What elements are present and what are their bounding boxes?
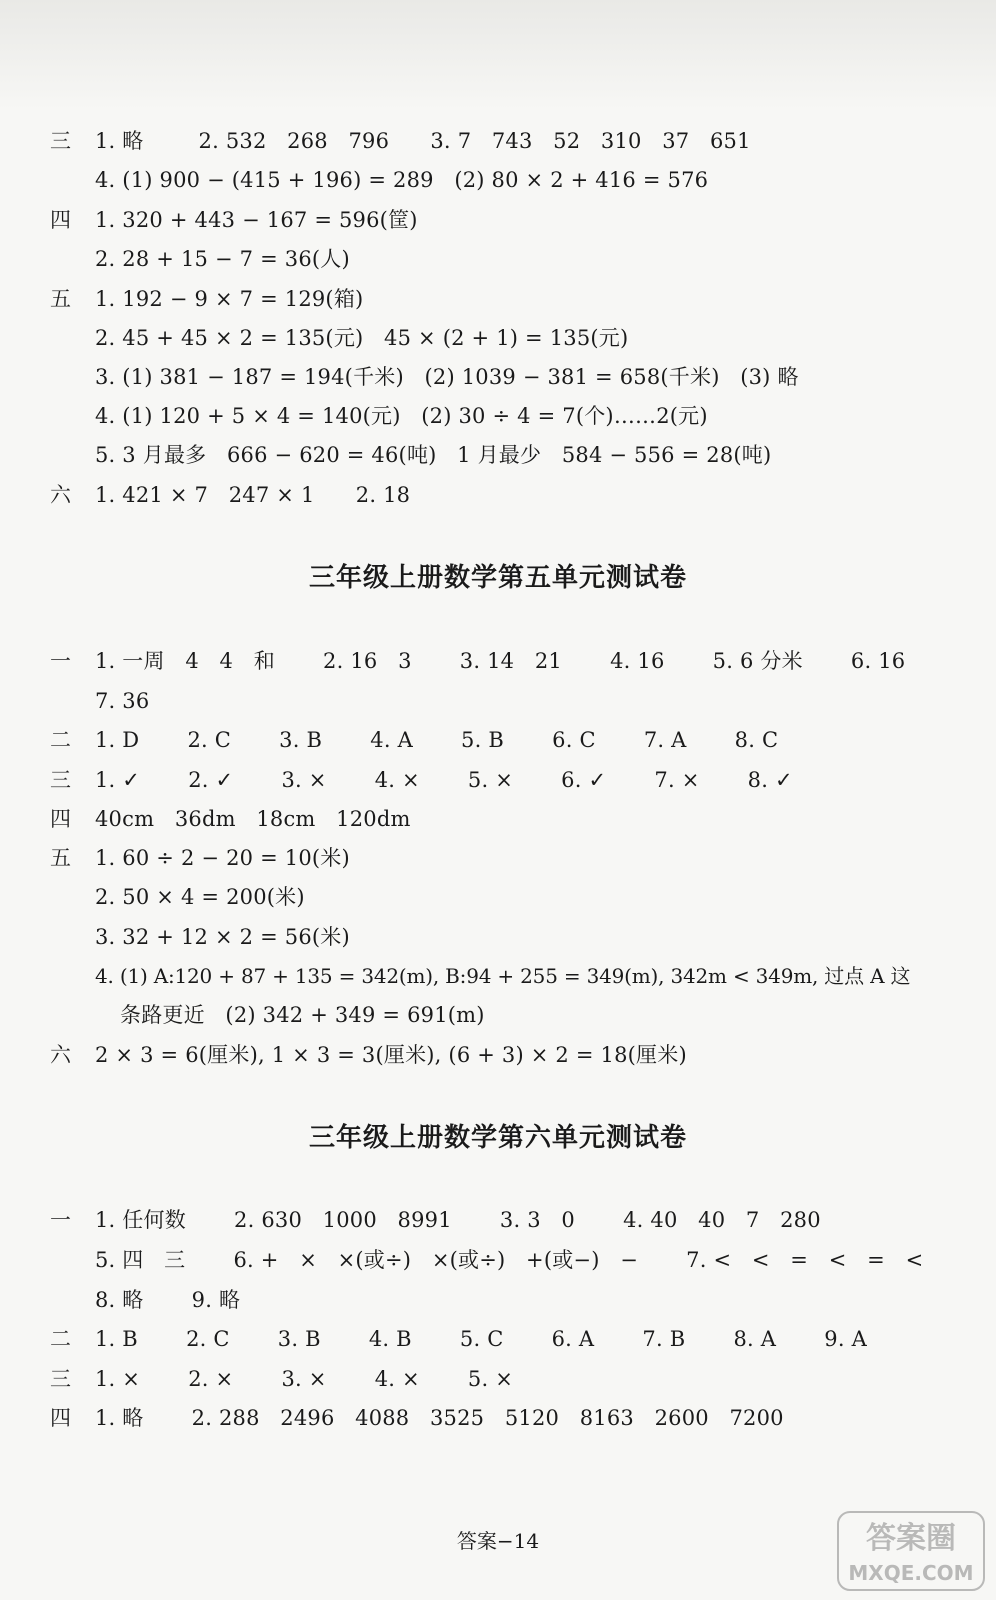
- answer-line: 5. 四 三 6. + × ×(或÷) ×(或÷) +(或−) − 7. < < = < = <: [95, 1248, 924, 1272]
- unit5-title: 三年级上册数学第五单元测试卷: [308, 563, 687, 593]
- scan-shadow: [0, 0, 996, 110]
- answer-line: 4. (1) 120 + 5 × 4 = 140(元) (2) 30 ÷ 4 = 7(个)……2(元): [95, 404, 708, 428]
- answer-line: 1. × 2. × 3. × 4. × 5. ×: [95, 1367, 514, 1391]
- answer-line: 1. 421 × 7 247 × 1 2. 18: [95, 483, 411, 507]
- watermark-text: 答案圈: [866, 1521, 956, 1556]
- answer-line: 3. 32 + 12 × 2 = 56(米): [95, 925, 350, 949]
- answer-line: 1. D 2. C 3. B 4. A 5. B 6. C 7. A 8. C: [95, 728, 779, 752]
- answer-line: 5. 3 月最多 666 − 620 = 46(吨) 1 月最少 584 − 556 = 28(吨): [95, 443, 772, 467]
- answer-line: 2. 45 + 45 × 2 = 135(元) 45 × (2 + 1) = 135(元): [95, 326, 629, 350]
- section-label-si: 四: [50, 1406, 71, 1430]
- unit6-title: 三年级上册数学第六单元测试卷: [308, 1123, 687, 1153]
- answer-line: 1. 略 2. 288 2496 4088 3525 5120 8163 2600 7200: [95, 1406, 784, 1430]
- section-label-wu: 五: [50, 846, 71, 870]
- page-number: 答案−14: [456, 1529, 540, 1553]
- section-label-liu: 六: [50, 483, 71, 507]
- section-label-wu: 五: [50, 287, 71, 311]
- answer-line: 1. 60 ÷ 2 − 20 = 10(米): [95, 846, 350, 870]
- watermark-url: MXQE.COM: [848, 1561, 974, 1585]
- section-label-si: 四: [50, 807, 71, 831]
- answer-line: 1. 任何数 2. 630 1000 8991 3. 3 0 4. 40 40 7 280: [95, 1208, 821, 1232]
- answer-line: 3. (1) 381 − 187 = 194(千米) (2) 1039 − 381 = 658(千米) (3) 略: [95, 365, 799, 389]
- answer-line: 1. B 2. C 3. B 4. B 5. C 6. A 7. B 8. A 9. A: [95, 1327, 867, 1351]
- answer-line: 1. 320 + 443 − 167 = 596(筐): [95, 208, 418, 232]
- section-label-san: 三: [50, 1367, 71, 1391]
- answer-line: 8. 略 9. 略: [95, 1288, 241, 1312]
- section-label-yi: 一: [50, 1208, 71, 1232]
- answer-line: 2. 28 + 15 − 7 = 36(人): [95, 247, 350, 271]
- answer-line: 40cm 36dm 18cm 120dm: [95, 807, 411, 831]
- answer-line: 7. 36: [95, 689, 150, 713]
- answer-line: 4. (1) 900 − (415 + 196) = 289 (2) 80 × 2 + 416 = 576: [95, 168, 709, 192]
- watermark-logo: [836, 1510, 986, 1592]
- answer-line: 2. 50 × 4 = 200(米): [95, 885, 305, 909]
- answer-line: 2 × 3 = 6(厘米), 1 × 3 = 3(厘米), (6 + 3) × 2 = 18(厘米): [95, 1043, 687, 1067]
- answer-line: 1. 192 − 9 × 7 = 129(箱): [95, 287, 364, 311]
- section-label-san: 三: [50, 129, 71, 153]
- section-label-yi: 一: [50, 649, 71, 673]
- section-label-san: 三: [50, 768, 71, 792]
- answer-line: 1. 一周 4 4 和 2. 16 3 3. 14 21 4. 16 5. 6 分米 6. 16: [95, 649, 906, 673]
- section-label-er: 二: [50, 1327, 71, 1351]
- section-label-er: 二: [50, 728, 71, 752]
- section-label-si: 四: [50, 208, 71, 232]
- answer-line: 4. (1) A:120 + 87 + 135 = 342(m), B:94 + 255 = 349(m), 342m < 349m, 过点 A 这: [95, 964, 911, 988]
- answer-line: 条路更近 (2) 342 + 349 = 691(m): [120, 1003, 485, 1027]
- answer-line: 1. ✓ 2. ✓ 3. × 4. × 5. × 6. ✓ 7. × 8. ✓: [95, 768, 793, 792]
- section-label-liu: 六: [50, 1043, 71, 1067]
- answer-line: 1. 略 2. 532 268 796 3. 7 743 52 310 37 651: [95, 129, 751, 153]
